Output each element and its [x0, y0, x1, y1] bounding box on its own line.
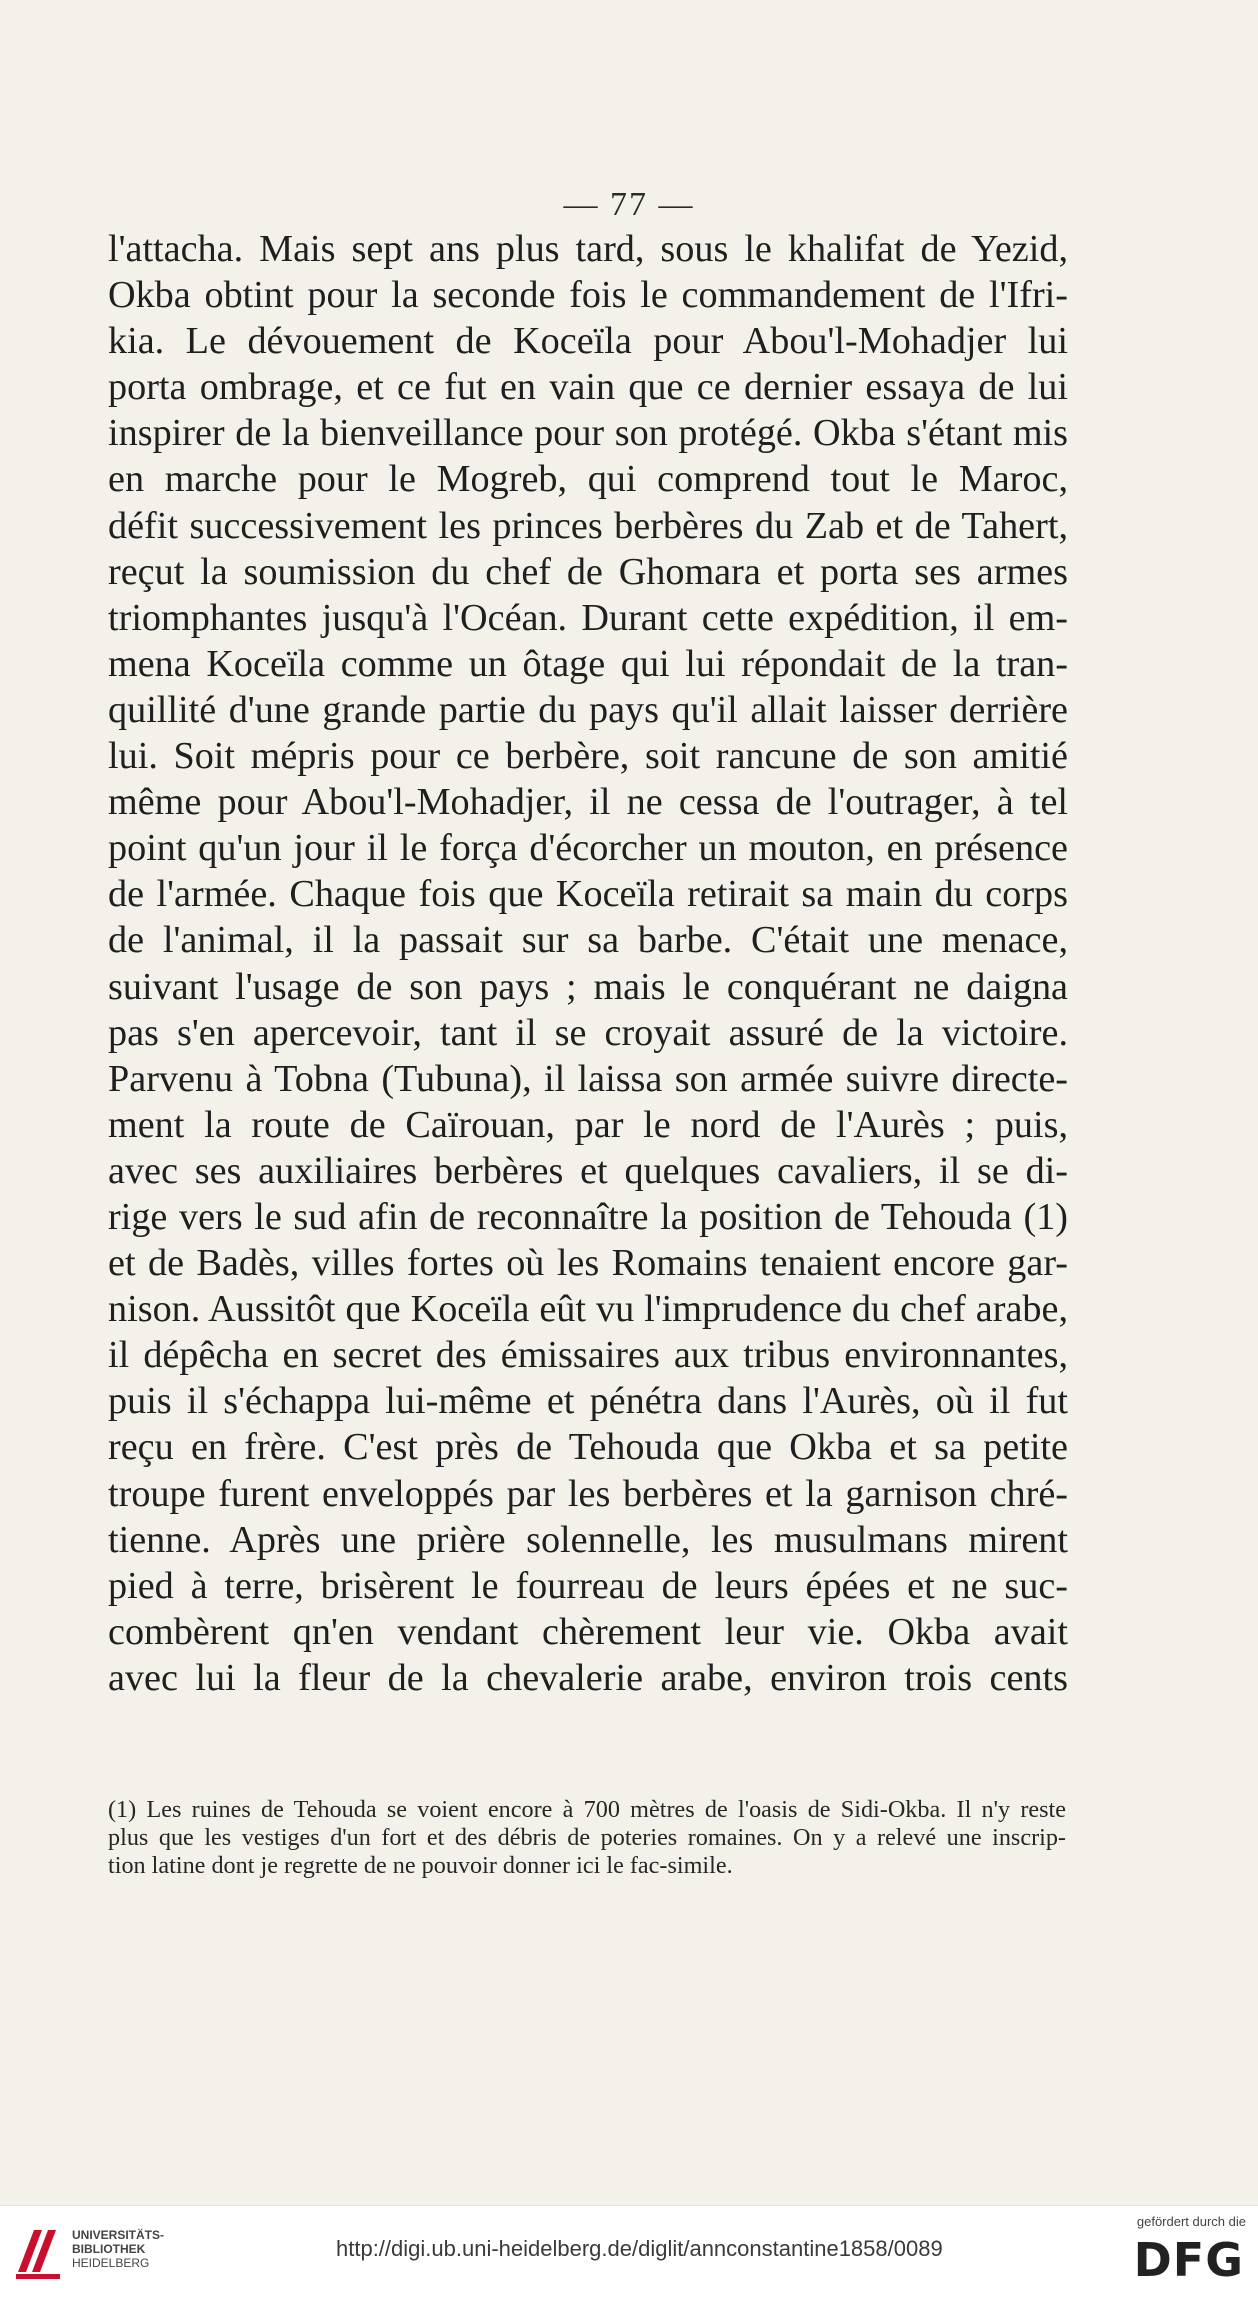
footnote-line: (1) Les ruines de Tehouda se voient encore à 700 mètres de l'oasis de Sidi-Okba. Il n'y reste [108, 1796, 1066, 1823]
body-line: Okba obtint pour la seconde fois le commandement de l'Ifri- [108, 274, 1068, 317]
body-line: reçut la soumission du chef de Ghomara et porta ses armes [108, 550, 1068, 593]
footnote [108, 1796, 1066, 1880]
body-line: il dépêcha en secret des émissaires aux tribus environnantes, [108, 1334, 1068, 1377]
footnote-line: plus que les vestiges d'un fort et des débris de poteries romaines. On y a relevé une inscrip- [108, 1824, 1066, 1851]
body-line: avec ses auxiliaires berbères et quelques cavaliers, il se di- [108, 1149, 1068, 1192]
permalink-url[interactable]: http://digi.ub.uni-heidelberg.de/diglit/annconstantine1858/0089 [336, 2236, 943, 2261]
body-line: puis il s'échappa lui-même et pénétra dans l'Aurès, où il fut [108, 1380, 1068, 1423]
body-line: de l'armée. Chaque fois que Koceïla retirait sa main du corps [108, 873, 1068, 916]
body-line: ment la route de Caïrouan, par le nord de l'Aurès ; puis, [108, 1103, 1068, 1146]
body-line: en marche pour le Mogreb, qui comprend tout le Maroc, [108, 458, 1068, 501]
body-line: troupe furent enveloppés par les berbères et la garnison chré- [108, 1472, 1068, 1515]
body-line: défit successivement les princes berbères du Zab et de Tahert, [108, 504, 1068, 547]
page-number: — 77 — [563, 186, 695, 223]
body-line: pied à terre, brisèrent le fourreau de leurs épées et ne suc- [108, 1564, 1068, 1607]
body-line: reçu en frère. C'est près de Tehouda que Okba et sa petite [108, 1426, 1068, 1469]
body-line: triomphantes jusqu'à l'Océan. Durant cette expédition, il em- [108, 596, 1068, 639]
body-line: avec lui la fleur de la chevalerie arabe, environ trois cents [108, 1656, 1068, 1699]
body-line: même pour Abou'l-Mohadjer, il ne cessa de l'outrager, à tel [108, 781, 1068, 824]
university-library-logo-icon [12, 2222, 64, 2282]
library-name [72, 2228, 164, 2270]
body-line: Parvenu à Tobna (Tubuna), il laissa son armée suivre directe- [108, 1057, 1068, 1100]
body-line: tienne. Après une prière solennelle, les musulmans mirent [108, 1518, 1068, 1561]
body-line: inspirer de la bienveillance pour son protégé. Okba s'étant mis [108, 412, 1068, 455]
body-line: point qu'un jour il le força d'écorcher un mouton, en présence [108, 827, 1068, 870]
funding-label: gefördert durch die [1136, 2214, 1246, 2229]
body-line: quillité d'une grande partie du pays qu'il allait laisser derrière [108, 688, 1068, 731]
body-line: de l'animal, il la passait sur sa barbe. C'était une menace, [108, 919, 1068, 962]
body-line: suivant l'usage de son pays ; mais le conquérant ne daigna [108, 965, 1068, 1008]
body-text [108, 226, 1068, 1701]
body-line: et de Badès, villes fortes où les Romains tenaient encore gar- [108, 1242, 1068, 1285]
digitization-footer [0, 2205, 1258, 2298]
dfg-logo: DFG [1133, 2233, 1244, 2287]
body-line: porta ombrage, et ce fut en vain que ce dernier essaya de lui [108, 366, 1068, 409]
library-name-line: BIBLIOTHEK [72, 2242, 146, 2256]
body-line: kia. Le dévouement de Koceïla pour Abou'l-Mohadjer lui [108, 320, 1068, 363]
body-line: combèrent qn'en vendant chèrement leur vie. Okba avait [108, 1610, 1068, 1653]
footnote-line: tion latine dont je regrette de ne pouvoir donner ici le fac-simile. [108, 1852, 733, 1879]
body-line: pas s'en apercevoir, tant il se croyait assuré de la victoire. [108, 1011, 1068, 1054]
body-line: rige vers le sud afin de reconnaître la position de Tehouda (1) [108, 1195, 1068, 1238]
library-name-line: HEIDELBERG [72, 2256, 150, 2270]
body-line: nison. Aussitôt que Koceïla eût vu l'imprudence du chef arabe, [108, 1288, 1068, 1331]
body-line: mena Koceïla comme un ôtage qui lui répondait de la tran- [108, 642, 1068, 685]
library-name-line: UNIVERSITÄTS- [72, 2228, 165, 2242]
body-line: l'attacha. Mais sept ans plus tard, sous le khalifat de Yezid, [108, 228, 1068, 270]
body-line: lui. Soit mépris pour ce berbère, soit rancune de son amitié [108, 735, 1068, 778]
